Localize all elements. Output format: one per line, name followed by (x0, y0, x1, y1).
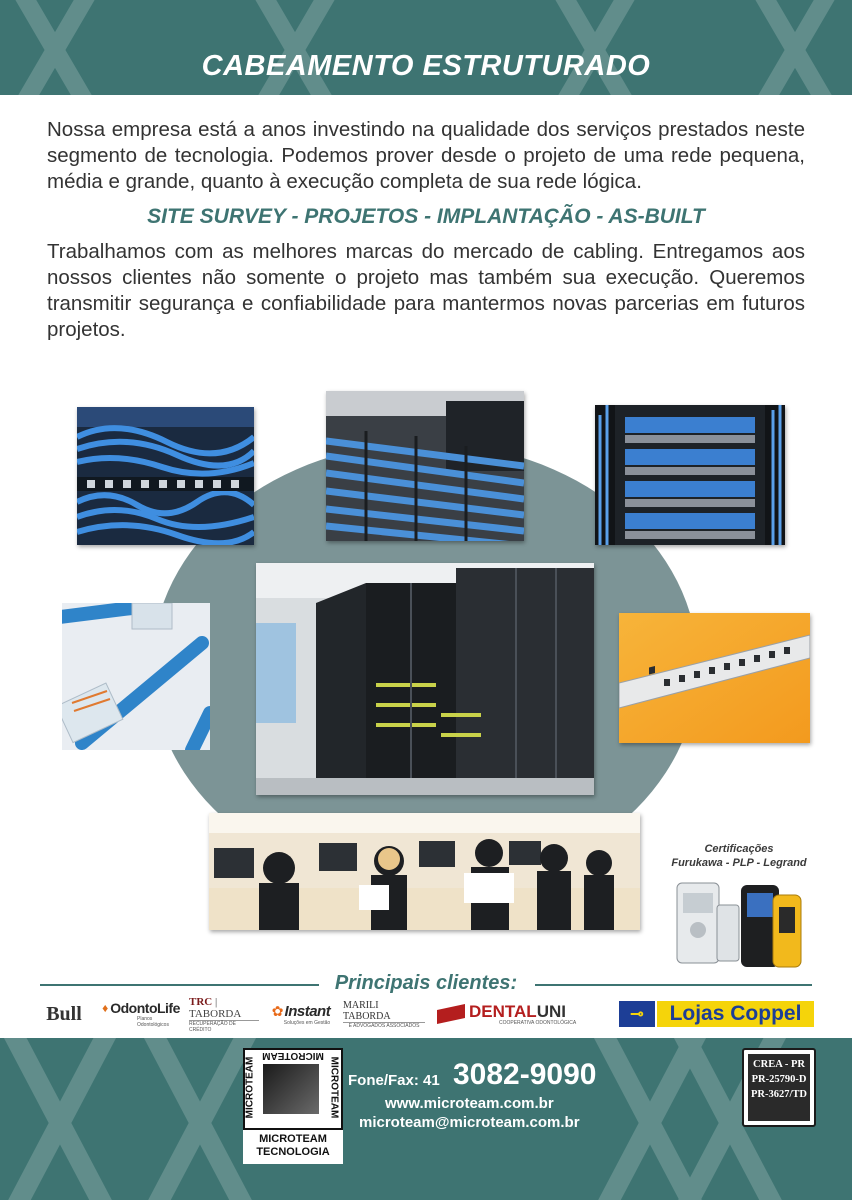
photo-rj45-connectors (62, 603, 210, 750)
photo-patch-cables (77, 407, 254, 545)
body-paragraph: Trabalhamos com as melhores marcas do mercado de cabling. Entregamos aos nossos clientes não somente o projeto mas também sua execução. Queremos transmitir segurança e confiabilidade para mantermos novas parcerias em futuros projetos. (47, 240, 805, 341)
microteam-logo-square (263, 1064, 319, 1114)
microteam-logo (243, 1048, 343, 1164)
client-logo-dentaluni (437, 1000, 604, 1028)
email-link[interactable]: microteam@microteam.com.br (359, 1114, 580, 1131)
instant-tagline: Soluções em Gestão (283, 1019, 331, 1026)
trc-logo-text: TRC (189, 995, 213, 1008)
client-logo-bull (38, 1000, 90, 1028)
tooth-icon: ♦ (102, 1001, 109, 1015)
certifications-heading: Certificações (704, 843, 774, 855)
photo-cable-tray (326, 391, 524, 541)
crea-line-2: PR-25790-D (751, 1074, 807, 1085)
trc-tagline: RECUPERAÇÃO DE CRÉDITO (189, 1020, 236, 1033)
microteam-logo-tecnologia: TECNOLOGIA (256, 1146, 330, 1158)
bull-logo-text: Bull (46, 1002, 82, 1025)
client-logo-coppel (619, 1000, 814, 1028)
coppel-key-icon: ⊸ (619, 1001, 655, 1027)
microteam-logo-left-text: MICROTEAM (244, 1056, 256, 1119)
photo-call-center (209, 813, 640, 930)
services-title: SITE SURVEY - PROJETOS - IMPLANTAÇÃO - AS-BUILT (147, 205, 705, 228)
certifications-label (664, 842, 814, 870)
crea-line-3: PR-3627/TD (751, 1089, 807, 1100)
clients-title: Principais clientes: (334, 972, 518, 994)
uni-logo-text: UNI (536, 1001, 566, 1021)
cable-testers-image (669, 875, 809, 973)
coppel-logo-text: Lojas Coppel (657, 1001, 814, 1027)
marili-logo-text: MARILI TABORDA (343, 1000, 425, 1023)
client-logo-trc-taborda: TRC | TABORDA RECUPERAÇÃO DE CRÉDITO (189, 1000, 259, 1028)
microteam-logo-right-text: MICROTEAM (328, 1056, 340, 1119)
photo-patch-panel (619, 613, 810, 743)
client-logo-odontolife (97, 1000, 185, 1028)
crea-badge (742, 1048, 816, 1127)
marili-tagline: E ADVOGADOS ASSOCIADOS (348, 1022, 420, 1029)
microteam-logo-caption (243, 1130, 343, 1164)
trc-taborda-text: TABORDA (189, 1007, 242, 1020)
dental-logo-text: DENTAL (469, 1001, 537, 1021)
phone-number[interactable]: 3082-9090 (453, 1058, 597, 1091)
microteam-logo-top-text: MICROTEAM (262, 1050, 324, 1061)
certifications-brands: Furukawa - PLP - Legrand (671, 857, 807, 869)
microteam-logo-name: MICROTEAM (259, 1133, 327, 1145)
intro-paragraph: Nossa empresa está a anos investindo na qualidade dos serviços prestados neste segmento de tecnologia. Podemos prover desde o projeto de uma rede pequena, média e grande, quanto à execução completa de sua rede lógica. (47, 118, 805, 193)
page-title: CABEAMENTO ESTRUTURADO (201, 50, 651, 82)
dentaluni-mark-icon (437, 1004, 465, 1024)
client-logo-instant (268, 1000, 334, 1028)
photo-server-room (256, 563, 594, 795)
odontolife-tagline: Planos Odontológicos (137, 1016, 169, 1028)
flower-icon: ✿ (271, 1002, 284, 1019)
odontolife-logo-text: OdontoLife (110, 1000, 180, 1016)
website-link[interactable]: www.microteam.com.br (385, 1095, 554, 1112)
photo-rack-cables (595, 405, 785, 545)
dentaluni-tagline: COOPERATIVA ODONTOLÓGICA (499, 1019, 577, 1026)
instant-logo-text: Instant (284, 1002, 331, 1020)
phone-label: Fone/Fax: 41 (348, 1072, 440, 1089)
clients-divider-right (535, 984, 812, 986)
client-logo-marili-taborda (343, 1000, 425, 1028)
crea-line-1: CREA - PR (753, 1059, 805, 1070)
